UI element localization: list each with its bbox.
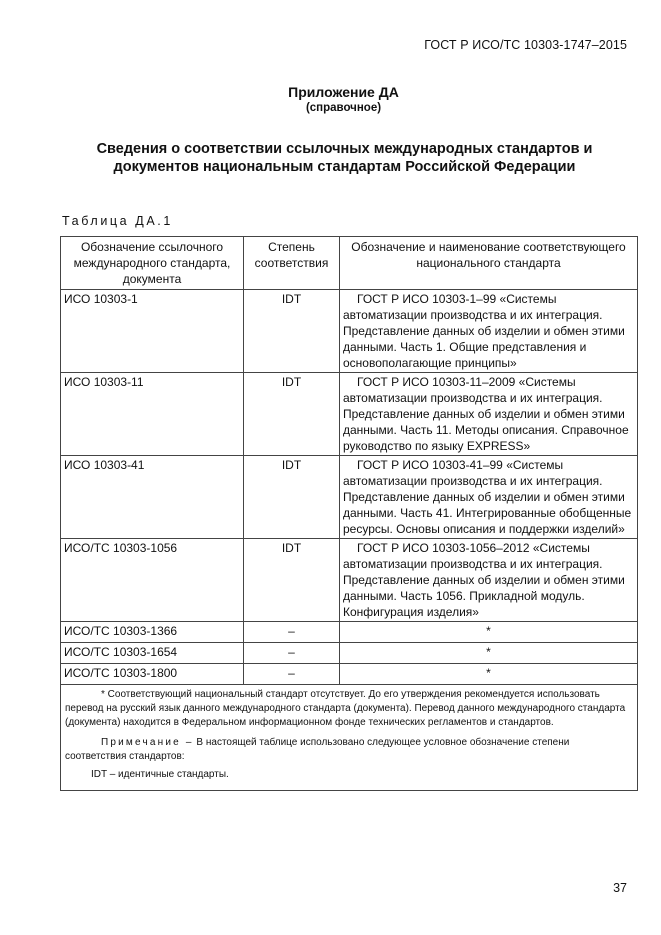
table-row	[61, 622, 638, 643]
table-row	[61, 373, 638, 456]
national-standard-cell: ГОСТ Р ИСО 10303-1056–2012 «Системы автоматизации производства и их интеграция. Представление данных об изделии и обмен этими данными. Часть 1056. Прикладной модуль. Конфигурация изделия»	[340, 539, 638, 622]
degree-cell: IDT	[244, 456, 340, 539]
header-national-standard: Обозначение и наименование соответствующего национального стандарта	[340, 237, 638, 290]
degree-cell: IDT	[244, 290, 340, 373]
reference-cell: ИСО 10303-1	[61, 290, 244, 373]
note-text: В настоящей таблице использовано следующее условное обозначение степени соответствия стандартов:	[65, 737, 570, 762]
degree-cell: IDT	[244, 373, 340, 456]
document-code: ГОСТ Р ИСО/ТС 10303-1747–2015	[424, 38, 627, 52]
annex-subtitle: (справочное)	[305, 102, 382, 114]
national-standard-cell: *	[340, 664, 638, 685]
degree-cell: –	[244, 643, 340, 664]
table-row	[61, 664, 638, 685]
note	[65, 736, 633, 764]
section-title: Сведения о соответствии ссылочных международных стандартов и документов национальным стандартам Российской Федерации	[96, 141, 593, 175]
table-label: Таблица ДА.1	[62, 214, 173, 228]
degree-cell: IDT	[244, 539, 340, 622]
correspondence-table	[60, 236, 638, 791]
national-standard-cell: *	[340, 622, 638, 643]
reference-cell: ИСО 10303-41	[61, 456, 244, 539]
idt-definition: IDT – идентичные стандарты.	[91, 769, 229, 780]
table-row	[61, 290, 638, 373]
reference-cell: ИСО/ТС 10303-1056	[61, 539, 244, 622]
degree-cell: –	[244, 664, 340, 685]
header-reference-standard: Обозначение ссылочного международного стандарта, документа	[61, 237, 244, 290]
degree-cell: –	[244, 622, 340, 643]
table-header-row	[61, 237, 638, 290]
reference-cell: ИСО/ТС 10303-1800	[61, 664, 244, 685]
national-standard-cell: *	[340, 643, 638, 664]
note-label: Примечание –	[101, 737, 194, 748]
page-number: 37	[613, 881, 627, 895]
national-standard-cell: ГОСТ Р ИСО 10303-1–99 «Системы автоматизации производства и их интеграция. Представление данных об изделии и обмен этими данными. Часть 1. Общие представления и основополагающие принципы»	[340, 290, 638, 373]
national-standard-cell: ГОСТ Р ИСО 10303-41–99 «Системы автоматизации производства и их интеграция. Представление данных об изделии и обмен этими данными. Часть 41. Интегрированные обобщенные ресурсы. Основы описания и поддержки изделий»	[340, 456, 638, 539]
reference-cell: ИСО/ТС 10303-1366	[61, 622, 244, 643]
header-degree: Степень соответствия	[244, 237, 340, 290]
reference-cell: ИСО 10303-11	[61, 373, 244, 456]
footnote: * Соответствующий национальный стандарт отсутствует. До его утверждения рекомендуется использовать перевод на русский язык данного международного стандарта (документа). Перевод данного международного стандарта (документа) находится в Федеральном информационном фонде технических регламентов и стандартов.	[65, 689, 626, 728]
table-row	[61, 643, 638, 664]
table-notes	[61, 685, 638, 791]
annex-title: Приложение ДА	[288, 84, 399, 100]
table-row	[61, 456, 638, 539]
reference-cell: ИСО/ТС 10303-1654	[61, 643, 244, 664]
table-row	[61, 539, 638, 622]
table-notes-row	[61, 685, 638, 791]
national-standard-cell: ГОСТ Р ИСО 10303-11–2009 «Системы автоматизации производства и их интеграция. Представление данных об изделии и обмен этими данными. Часть 11. Методы описания. Справочное руководство по языку EXPRESS»	[340, 373, 638, 456]
